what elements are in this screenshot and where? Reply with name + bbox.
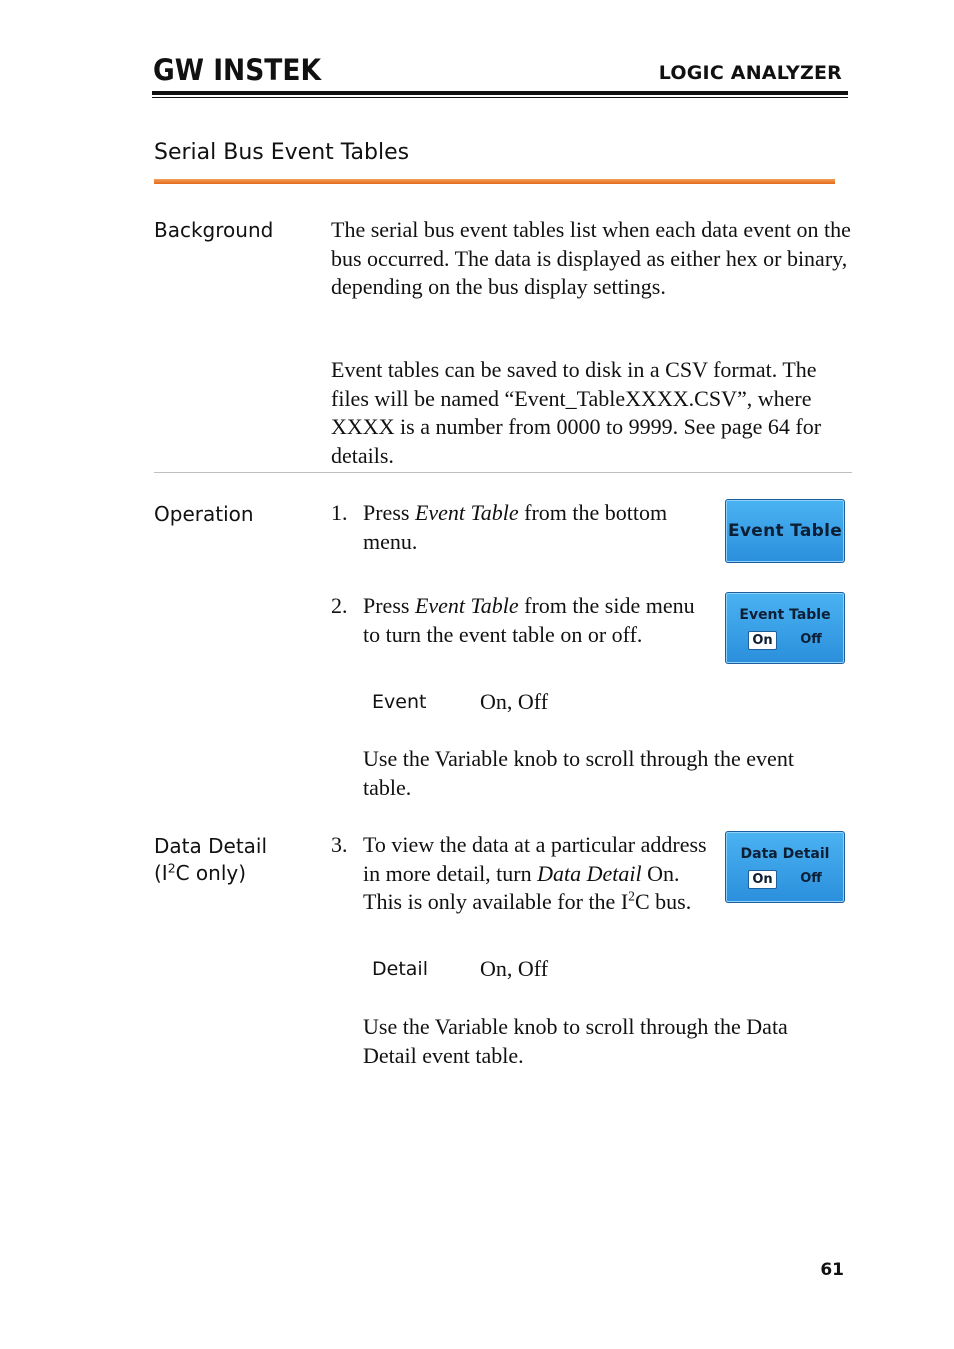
data-detail-side-menu-button[interactable]: [725, 831, 845, 903]
event-param-value: On, Off: [480, 689, 549, 714]
section-underline: [154, 179, 835, 184]
event-table-side-menu-button[interactable]: [725, 592, 845, 664]
event-table-on-option: On: [748, 631, 777, 650]
data-detail-label: Data Detail ($I^2C$ only): [154, 834, 268, 885]
step-2-text: Press Event Table from the side menu to turn the event table on or off.: [363, 593, 695, 647]
background-label: Background: [154, 218, 274, 242]
section-title: Serial Bus Event Tables: [154, 140, 410, 165]
step-3-text: To view the data at a particular address in more detail, turn Data Detail On. This is only available for the $I^2C$ bus.: [363, 832, 707, 914]
detail-param-value: On, Off: [480, 956, 549, 981]
background-paragraph-1: The serial bus event tables list when each data event on the bus occurred. The data is displayed as either hex or binary, depending on the bus display settings.: [331, 217, 851, 299]
header-rule: [152, 91, 848, 95]
svg-text:GW INSTEK: GW INSTEK: [153, 55, 323, 83]
detail-param-name: Detail: [372, 958, 428, 980]
step-1-text: Press Event Table from the bottom menu.: [363, 500, 668, 554]
step-3-number: 3.: [331, 832, 348, 857]
event-table-bottom-menu-button[interactable]: Event Table: [725, 499, 845, 563]
event-table-off-option: Off: [800, 632, 822, 647]
gw-instek-logo: [153, 55, 323, 83]
data-detail-off-option: Off: [800, 871, 822, 886]
background-paragraph-2: Event tables can be saved to disk in a CSV format. The files will be named “Event_TableXXXX.CSV”, where XXXX is a number from 0000 to 9999. See page 64 for details.: [331, 357, 822, 468]
header-rule-thin: [152, 97, 848, 98]
step-2-number: 2.: [331, 593, 348, 618]
knob-instruction-1: Use the Variable knob to scroll through the event table.: [363, 746, 794, 800]
knob-instruction-2: Use the Variable knob to scroll through the Data Detail event table.: [363, 1014, 788, 1068]
event-table-button-title: Event Table: [739, 607, 831, 623]
event-param-name: Event: [372, 691, 427, 713]
data-detail-on-option: On: [748, 870, 777, 889]
data-detail-button-title: Data Detail: [740, 846, 830, 862]
step-1-number: 1.: [331, 500, 348, 525]
page-number: 61: [820, 1260, 844, 1280]
section-divider: [154, 472, 852, 473]
chapter-title: LOGIC ANALYZER: [658, 62, 842, 84]
operation-label: Operation: [154, 502, 254, 526]
